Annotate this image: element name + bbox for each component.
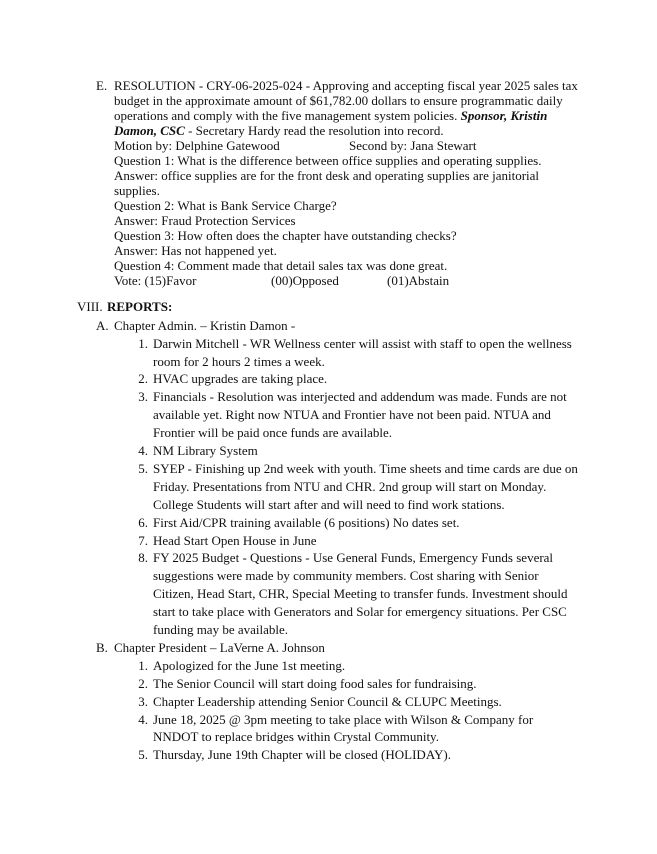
qa-line: Question 4: Comment made that detail sales tax was done great. [114,258,448,273]
qa-line: Answer: Fraud Protection Services [114,213,296,228]
resolution-line: RESOLUTION - CRY-06-2025-024 - Approving and accepting fiscal year 2025 sales tax [114,78,578,93]
list-item: FY 2025 Budget - Questions - Use General Funds, Emergency Funds several [153,550,554,565]
subsection-heading: Chapter Admin. – Kristin Damon - [114,318,296,333]
sponsor-name-cont: Damon, CSC [114,123,185,138]
list-item: First Aid/CPR training available (6 positions) No dates set. [153,515,460,530]
resolution-line-with-sponsor [114,108,547,123]
qa-line: supplies. [114,183,160,198]
list-number: 7. [138,533,148,548]
list-item-cont: NNDOT to replace bridges within Crystal Community. [153,729,439,744]
list-number: 3. [138,694,148,709]
subsection-letter: B. [96,640,108,655]
list-item-cont: suggestions were made by community members. Cost sharing with Senior [153,568,539,583]
qa-line: Question 3: How often does the chapter have outstanding checks? [114,228,457,243]
subsection-heading: Chapter President – LaVerne A. Johnson [114,640,325,655]
list-item: Thursday, June 19th Chapter will be closed (HOLIDAY). [153,747,451,762]
list-number: 2. [138,371,148,386]
list-number: 2. [138,676,148,691]
qa-line: Question 2: What is Bank Service Charge? [114,198,337,213]
vote-abstain: (01)Abstain [387,273,450,288]
qa-line: Question 1: What is the difference between office supplies and operating supplies. [114,153,542,168]
list-number: 1. [138,336,148,351]
resolution-line: budget in the approximate amount of $61,782.00 dollars to ensure programmatic daily [114,93,563,108]
section-title: REPORTS: [107,299,173,314]
list-item-cont: start to take place with Generators and Solar for emergency situations. Per CSC [153,604,567,619]
section-number: VIII. [77,299,103,314]
qa-line: Answer: Has not happened yet. [114,243,277,258]
second-by: Second by: Jana Stewart [349,138,477,153]
subsection-letter: A. [96,318,109,333]
list-number: 4. [138,712,148,727]
list-number: 4. [138,443,148,458]
list-item: Darwin Mitchell - WR Wellness center will assist with staff to open the wellness [153,336,572,351]
list-item: Apologized for the June 1st meeting. [153,658,346,673]
resolution-letter: E. [96,78,108,93]
list-number: 5. [138,461,148,476]
resolution-line: operations and comply with the five management system policies. [114,108,458,123]
list-item: NM Library System [153,443,258,458]
motion-by: Motion by: Delphine Gatewood [114,138,280,153]
vote-opposed: (00)Opposed [271,273,339,288]
qa-line: Answer: office supplies are for the front desk and operating supplies are janitorial [114,168,540,183]
list-item: Head Start Open House in June [153,533,317,548]
sponsor-read-line [114,123,444,138]
list-item-cont: College Students will start after and will need to find work stations. [153,497,505,512]
list-item-cont: funding may be available. [153,622,289,637]
list-item: HVAC upgrades are taking place. [153,371,328,386]
list-item-cont: Friday. Presentations from NTU and CHR. 2nd group will start on Monday. [153,479,547,494]
read-into-record: - Secretary Hardy read the resolution into record. [184,123,444,138]
list-item: SYEP - Finishing up 2nd week with youth. Time sheets and time cards are due on [153,461,578,476]
list-item: Chapter Leadership attending Senior Council & CLUPC Meetings. [153,694,502,709]
list-item-cont: Citizen, Head Start, CHR, Special Meeting to transfer funds. Investment should [153,586,568,601]
list-number: 6. [138,515,148,530]
list-number: 5. [138,747,148,762]
sponsor-name: Sponsor, Kristin [460,108,548,123]
list-item-cont: room for 2 hours 2 times a week. [153,354,325,369]
list-number: 3. [138,389,148,404]
list-item-cont: Frontier will be paid once funds are available. [153,425,392,440]
list-number: 8. [138,550,148,565]
vote-favor: Vote: (15)Favor [114,273,197,288]
list-item: June 18, 2025 @ 3pm meeting to take place with Wilson & Company for [153,712,534,727]
list-item: The Senior Council will start doing food sales for fundraising. [153,676,477,691]
list-number: 1. [138,658,148,673]
list-item: Financials - Resolution was interjected and addendum was made. Funds are not [153,389,567,404]
list-item-cont: available yet. Right now NTUA and Frontier have not been paid. NTUA and [153,407,551,422]
